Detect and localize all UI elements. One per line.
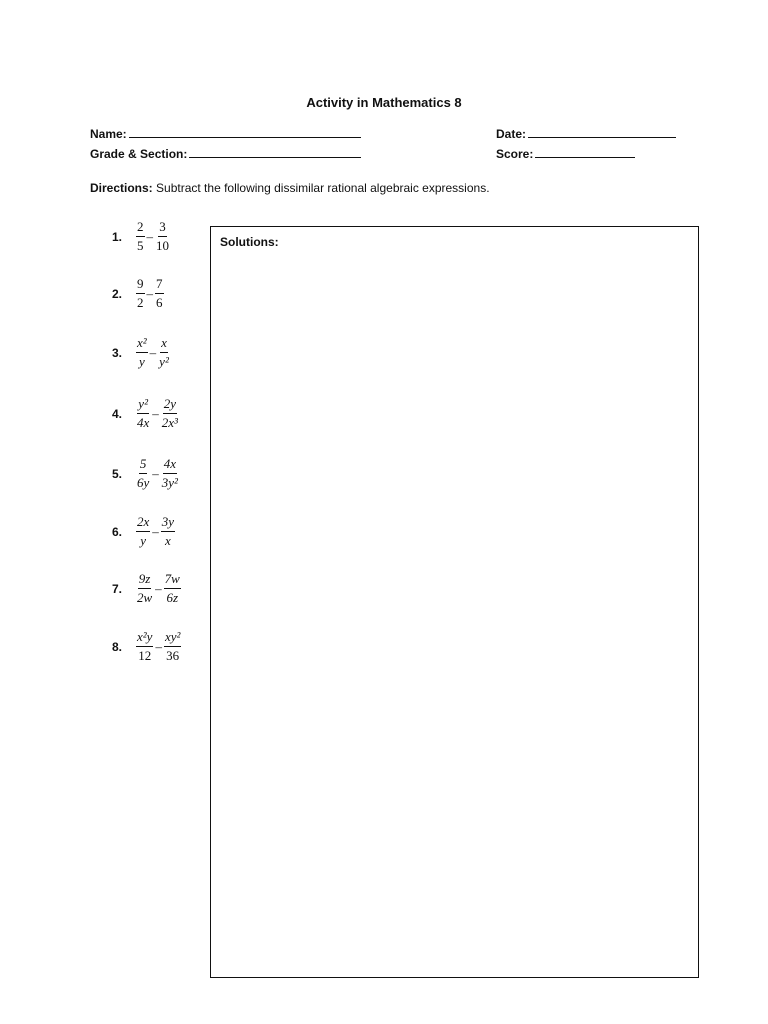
right-denominator: 6z [166,590,179,605]
right-numerator: 3y [161,513,175,532]
minus-sign: – [152,405,159,421]
date-label: Date: [496,127,527,141]
left-fraction [136,455,150,492]
name-field[interactable] [90,125,361,141]
expression [136,218,170,255]
minus-sign: – [149,344,157,360]
right-fraction [158,334,170,371]
directions [90,181,490,195]
left-denominator: 5 [137,238,144,253]
expression [136,513,175,550]
right-denominator: 6 [156,295,163,310]
left-denominator: 4x [137,415,150,430]
right-denominator: x [165,533,171,548]
directions-label: Directions: [90,181,153,195]
minus-sign: – [146,228,153,244]
problem-5 [112,455,179,492]
left-fraction [136,395,150,432]
problem-number: 6. [112,524,123,539]
right-fraction [164,628,181,665]
grade-section-label: Grade & Section: [90,147,188,161]
problem-number: 2. [112,286,123,301]
worksheet-title: Activity in Mathematics 8 [306,95,462,110]
solutions-box[interactable] [210,226,699,978]
right-fraction [155,275,164,312]
minus-sign: – [146,285,153,301]
minus-sign: – [152,523,159,539]
solutions-label: Solutions: [220,235,279,249]
score-label: Score: [496,147,534,161]
problem-4 [112,395,179,432]
left-numerator: x² [136,334,148,353]
left-denominator: y [138,354,145,369]
left-denominator: 12 [138,648,152,663]
right-denominator: 2x³ [161,415,178,430]
left-denominator: 2w [137,590,153,605]
problem-number: 3. [112,345,123,360]
expression [136,455,179,492]
left-numerator: x²y [136,628,153,647]
left-numerator: 9z [138,570,152,589]
right-numerator: xy² [164,628,181,647]
date-line[interactable] [528,125,676,138]
right-fraction [161,395,179,432]
expression [136,334,170,371]
right-numerator: 7w [164,570,181,589]
problem-number: 1. [112,229,123,244]
right-denominator: 10 [156,238,169,253]
left-numerator: 9 [136,275,145,294]
name-line[interactable] [129,125,361,138]
name-label: Name: [90,127,127,141]
minus-sign: – [155,638,162,654]
right-numerator: 3 [158,218,167,237]
right-numerator: 2y [163,395,177,414]
problem-6 [112,513,175,550]
right-denominator: 3y² [161,475,178,490]
score-line[interactable] [535,145,635,158]
right-denominator: y² [159,354,169,369]
minus-sign: – [152,465,159,481]
left-denominator: 6y [137,475,150,490]
left-denominator: y [140,533,147,548]
left-fraction [136,513,150,550]
left-numerator: y² [137,395,149,414]
right-numerator: x [160,334,168,353]
problem-8 [112,628,181,665]
problem-number: 7. [112,581,123,596]
grade-section-field[interactable] [90,145,361,161]
date-field[interactable] [496,125,676,141]
minus-sign: – [155,580,162,596]
right-fraction [164,570,181,607]
problem-number: 4. [112,406,123,421]
expression [136,395,179,432]
left-fraction [136,275,145,312]
left-fraction [136,218,145,255]
right-fraction [161,513,175,550]
problem-number: 8. [112,639,123,654]
expression [136,570,181,607]
grade-section-line[interactable] [189,145,361,158]
left-numerator: 2x [136,513,150,532]
left-fraction [136,570,153,607]
problem-7 [112,570,181,607]
left-numerator: 5 [139,455,148,474]
problem-3 [112,334,170,371]
right-numerator: 4x [163,455,177,474]
right-denominator: 36 [166,648,180,663]
problem-1 [112,218,170,255]
directions-text: Subtract the following dissimilar rational algebraic expressions. [156,181,490,195]
left-denominator: 2 [137,295,144,310]
right-fraction [161,455,179,492]
expression [136,628,181,665]
left-fraction [136,334,148,371]
left-fraction [136,628,153,665]
score-field[interactable] [496,145,635,161]
right-numerator: 7 [155,275,164,294]
right-fraction [155,218,170,255]
left-numerator: 2 [136,218,145,237]
expression [136,275,164,312]
problem-2 [112,275,164,312]
problem-number: 5. [112,466,123,481]
